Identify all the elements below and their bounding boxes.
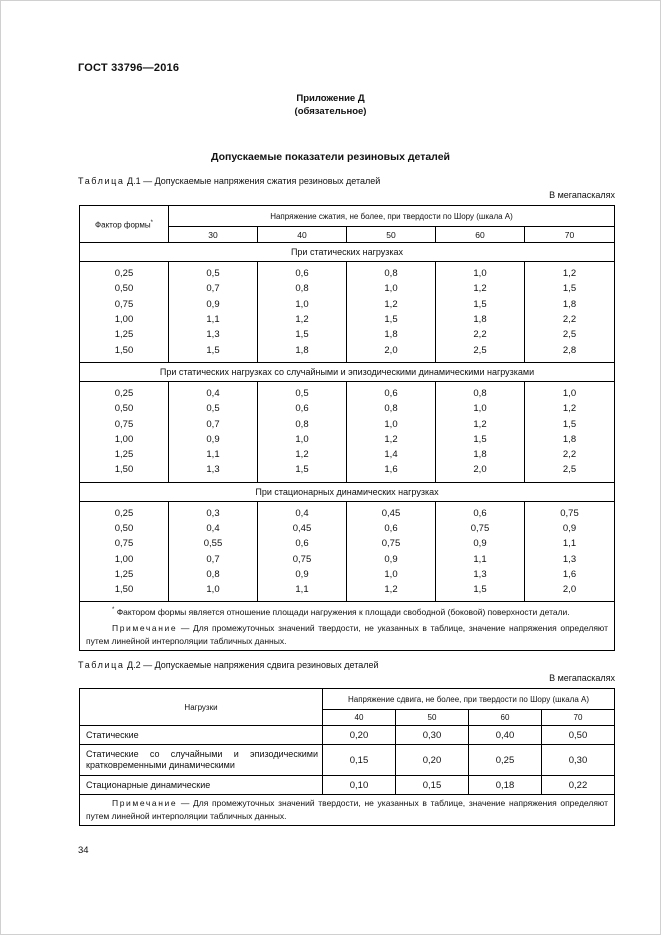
table-cell: 1,8 bbox=[436, 312, 525, 327]
table-row bbox=[80, 582, 615, 597]
appendix-title: Приложение Д bbox=[296, 93, 365, 104]
table-cell: 1,2 bbox=[436, 281, 525, 296]
shear-hardness-header: Напряжение сдвига, не более, при твердости по Шору (шкала А) bbox=[323, 689, 615, 710]
factor-value: 0,50 bbox=[80, 521, 169, 536]
table-cell: 1,8 bbox=[525, 432, 615, 447]
table-row bbox=[80, 551, 615, 566]
table-cell: 1,0 bbox=[525, 386, 615, 401]
factor-value: 1,50 bbox=[80, 462, 169, 477]
table-cell: 1,8 bbox=[347, 327, 436, 342]
main-title: Допускаемые показатели резиновых деталей bbox=[210, 151, 451, 163]
hardness-value: 70 bbox=[542, 710, 615, 726]
table-row bbox=[80, 327, 615, 342]
table-cell: 0,6 bbox=[436, 506, 525, 521]
table-cell: 0,6 bbox=[258, 536, 347, 551]
table-cell: 1,2 bbox=[525, 401, 615, 416]
table1-units: В мегапаскалях bbox=[549, 190, 615, 200]
hardness-header: Напряжение сжатия, не более, при твердости по Шору (шкала А) bbox=[169, 206, 615, 227]
table-cell: 1,3 bbox=[169, 462, 258, 477]
table-cell: 1,3 bbox=[436, 567, 525, 582]
table-cell: 0,15 bbox=[396, 776, 469, 795]
table-row bbox=[80, 342, 615, 357]
table-row bbox=[80, 726, 615, 745]
table-cell: 2,5 bbox=[436, 342, 525, 357]
table-cell: 0,8 bbox=[347, 401, 436, 416]
factor-value: 0,75 bbox=[80, 536, 169, 551]
table2-note-row bbox=[80, 795, 615, 826]
table-cell: 0,6 bbox=[347, 521, 436, 536]
table-cell: 0,22 bbox=[542, 776, 615, 795]
table-cell: 0,30 bbox=[396, 726, 469, 745]
load-label: Статические со случайными и эпизодическими кратковременными динамическими bbox=[80, 745, 323, 776]
shear-stress-table bbox=[79, 688, 615, 826]
table-cell: 1,2 bbox=[258, 447, 347, 462]
table-cell: 1,3 bbox=[525, 551, 615, 566]
table-cell: 1,5 bbox=[436, 432, 525, 447]
hardness-value: 50 bbox=[396, 710, 469, 726]
table-cell: 1,0 bbox=[436, 266, 525, 281]
factor-value: 0,75 bbox=[80, 297, 169, 312]
table1-body bbox=[80, 243, 615, 602]
table-cell: 2,5 bbox=[525, 462, 615, 477]
table-cell: 0,9 bbox=[347, 551, 436, 566]
footnote-mark: * bbox=[112, 607, 115, 614]
table-cell: 1,1 bbox=[436, 551, 525, 566]
table-cell: 0,5 bbox=[169, 401, 258, 416]
table2-note-text: — Для промежуточных значений твердости, не указанных в таблице, значение напряжения определяют путем линейной интерполяции табличных данных. bbox=[86, 798, 608, 821]
table-row bbox=[80, 297, 615, 312]
table-cell: 1,0 bbox=[347, 567, 436, 582]
table-cell: 1,0 bbox=[347, 416, 436, 431]
table-cell: 2,0 bbox=[436, 462, 525, 477]
table-cell: 1,5 bbox=[169, 342, 258, 357]
factor-value: 0,50 bbox=[80, 401, 169, 416]
table-row bbox=[80, 416, 615, 431]
section-title: При статических нагрузках со случайными и эпизодическими динамическими нагрузками bbox=[80, 362, 615, 381]
table-cell: 0,75 bbox=[347, 536, 436, 551]
factor-value: 0,75 bbox=[80, 416, 169, 431]
table-cell: 0,9 bbox=[169, 432, 258, 447]
table-cell: 2,2 bbox=[525, 447, 615, 462]
table-row bbox=[80, 432, 615, 447]
table-cell: 1,5 bbox=[525, 281, 615, 296]
hardness-value: 40 bbox=[258, 227, 347, 243]
table-row bbox=[80, 401, 615, 416]
table-cell: 0,4 bbox=[258, 506, 347, 521]
table-cell: 1,8 bbox=[436, 447, 525, 462]
table-row bbox=[80, 567, 615, 582]
table-cell: 1,5 bbox=[258, 327, 347, 342]
table-row bbox=[80, 506, 615, 521]
table1-footnote-cell bbox=[80, 602, 615, 651]
table-cell: 0,9 bbox=[525, 521, 615, 536]
table-cell: 1,2 bbox=[525, 266, 615, 281]
table1-caption-text: Д.1 — Допускаемые напряжения сжатия резиновых деталей bbox=[124, 176, 381, 186]
table-row bbox=[80, 281, 615, 296]
factor-footnote-mark: * bbox=[150, 219, 153, 226]
section-title: При статических нагрузках bbox=[80, 243, 615, 262]
table2-note-label: Примечание bbox=[112, 798, 178, 808]
table-cell: 2,0 bbox=[525, 582, 615, 597]
loads-header: Нагрузки bbox=[80, 689, 323, 726]
hardness-value: 30 bbox=[169, 227, 258, 243]
factor-value: 1,25 bbox=[80, 567, 169, 582]
footnote-text: Фактором формы является отношение площади нагружения к площади свободной (боковой) поверхности детали. bbox=[114, 607, 570, 618]
table-cell: 0,5 bbox=[169, 266, 258, 281]
table2-note bbox=[86, 797, 608, 823]
page-number: 34 bbox=[78, 845, 89, 856]
factor-value: 0,25 bbox=[80, 506, 169, 521]
table-cell: 0,7 bbox=[169, 551, 258, 566]
table1-note bbox=[86, 622, 608, 648]
factor-header-label: Фактор формы* bbox=[95, 219, 153, 230]
factor-value: 0,25 bbox=[80, 386, 169, 401]
table1-header-row bbox=[80, 206, 615, 227]
table-cell: 0,5 bbox=[258, 386, 347, 401]
table-row bbox=[80, 462, 615, 477]
table-cell: 1,1 bbox=[525, 536, 615, 551]
table-cell: 0,10 bbox=[323, 776, 396, 795]
table-row bbox=[80, 266, 615, 281]
table-cell: 1,2 bbox=[436, 416, 525, 431]
table-cell: 0,40 bbox=[469, 726, 542, 745]
document-code: ГОСТ 33796—2016 bbox=[78, 62, 180, 74]
table-cell: 0,18 bbox=[469, 776, 542, 795]
table1-caption bbox=[78, 176, 380, 186]
table-row bbox=[80, 521, 615, 536]
table-cell: 0,20 bbox=[396, 745, 469, 776]
table-cell: 1,8 bbox=[525, 297, 615, 312]
factor-value: 1,00 bbox=[80, 551, 169, 566]
table-row bbox=[80, 745, 615, 776]
factor-value: 1,00 bbox=[80, 432, 169, 447]
table2-caption-label: Таблица bbox=[78, 660, 125, 670]
hardness-value: 50 bbox=[347, 227, 436, 243]
table-cell: 0,6 bbox=[258, 266, 347, 281]
table-cell: 1,0 bbox=[436, 401, 525, 416]
table-cell: 0,9 bbox=[436, 536, 525, 551]
table-cell: 0,8 bbox=[436, 386, 525, 401]
table-cell: 1,1 bbox=[169, 312, 258, 327]
factor-value: 1,50 bbox=[80, 582, 169, 597]
table-cell: 1,0 bbox=[169, 582, 258, 597]
table-cell: 1,6 bbox=[347, 462, 436, 477]
table-row bbox=[80, 312, 615, 327]
table1-footnote bbox=[86, 604, 608, 619]
table2-header-row bbox=[80, 689, 615, 710]
table-cell: 2,2 bbox=[436, 327, 525, 342]
table-cell: 0,75 bbox=[525, 506, 615, 521]
table-cell: 0,45 bbox=[258, 521, 347, 536]
table-cell: 0,8 bbox=[169, 567, 258, 582]
table-cell: 1,0 bbox=[258, 297, 347, 312]
factor-value: 1,00 bbox=[80, 312, 169, 327]
table-cell: 1,0 bbox=[258, 432, 347, 447]
factor-value: 1,25 bbox=[80, 327, 169, 342]
table-cell: 0,75 bbox=[436, 521, 525, 536]
table-cell: 0,9 bbox=[169, 297, 258, 312]
table-cell: 2,2 bbox=[525, 312, 615, 327]
table-cell: 1,0 bbox=[347, 281, 436, 296]
table-cell: 1,8 bbox=[258, 342, 347, 357]
table2-caption bbox=[78, 660, 379, 670]
table2-caption-text: Д.2 — Допускаемые напряжения сдвига резиновых деталей bbox=[124, 660, 379, 670]
hardness-value: 60 bbox=[469, 710, 542, 726]
table2-note-cell bbox=[80, 795, 615, 826]
table-cell: 2,8 bbox=[525, 342, 615, 357]
table-cell: 0,25 bbox=[469, 745, 542, 776]
table-cell: 0,20 bbox=[323, 726, 396, 745]
table-cell: 1,5 bbox=[436, 582, 525, 597]
section-row bbox=[80, 362, 615, 381]
load-label: Статические bbox=[80, 726, 323, 745]
factor-value: 1,50 bbox=[80, 342, 169, 357]
table-cell: 0,8 bbox=[347, 266, 436, 281]
section-title: При стационарных динамических нагрузках bbox=[80, 482, 615, 501]
appendix-status: (обязательное) bbox=[294, 106, 367, 117]
table-cell: 0,30 bbox=[542, 745, 615, 776]
table-cell: 0,6 bbox=[258, 401, 347, 416]
table-cell: 1,2 bbox=[347, 582, 436, 597]
table1-note-label: Примечание bbox=[112, 623, 178, 634]
section-row bbox=[80, 243, 615, 262]
table2-units: В мегапаскалях bbox=[549, 673, 615, 683]
table-cell: 0,7 bbox=[169, 416, 258, 431]
table-cell: 1,2 bbox=[347, 297, 436, 312]
table-cell: 1,5 bbox=[347, 312, 436, 327]
table-cell: 0,45 bbox=[347, 506, 436, 521]
table1-caption-label: Таблица bbox=[78, 176, 125, 186]
appendix-heading bbox=[0, 92, 661, 118]
table-cell: 0,7 bbox=[169, 281, 258, 296]
table-cell: 0,8 bbox=[258, 281, 347, 296]
table-cell: 0,3 bbox=[169, 506, 258, 521]
table-row bbox=[80, 447, 615, 462]
table-cell: 0,8 bbox=[258, 416, 347, 431]
table-cell: 0,4 bbox=[169, 386, 258, 401]
table-row bbox=[80, 776, 615, 795]
table-cell: 0,55 bbox=[169, 536, 258, 551]
load-label: Стационарные динамические bbox=[80, 776, 323, 795]
table-cell: 0,4 bbox=[169, 521, 258, 536]
table-cell: 1,5 bbox=[258, 462, 347, 477]
table1-note-text: — Для промежуточных значений твердости, не указанных в таблице, значение напряжения определяют путем линейной интерполяции табличных данных. bbox=[86, 623, 608, 647]
table-cell: 0,6 bbox=[347, 386, 436, 401]
table1-footnote-row bbox=[80, 602, 615, 651]
factor-value: 1,25 bbox=[80, 447, 169, 462]
table-cell: 1,2 bbox=[347, 432, 436, 447]
table-cell: 2,0 bbox=[347, 342, 436, 357]
table-cell: 0,75 bbox=[258, 551, 347, 566]
table-row bbox=[80, 536, 615, 551]
table-cell: 1,5 bbox=[525, 416, 615, 431]
table-cell: 1,2 bbox=[258, 312, 347, 327]
factor-value: 0,25 bbox=[80, 266, 169, 281]
table-row bbox=[80, 386, 615, 401]
table-cell: 0,9 bbox=[258, 567, 347, 582]
table-cell: 0,15 bbox=[323, 745, 396, 776]
table-cell: 1,4 bbox=[347, 447, 436, 462]
section-row bbox=[80, 482, 615, 501]
table-cell: 1,1 bbox=[169, 447, 258, 462]
table-cell: 1,1 bbox=[258, 582, 347, 597]
hardness-value: 70 bbox=[525, 227, 615, 243]
table-cell: 0,50 bbox=[542, 726, 615, 745]
table-cell: 1,3 bbox=[169, 327, 258, 342]
table-cell: 1,5 bbox=[436, 297, 525, 312]
factor-value: 0,50 bbox=[80, 281, 169, 296]
table-cell: 1,6 bbox=[525, 567, 615, 582]
compression-stress-table bbox=[79, 205, 615, 651]
table-cell: 2,5 bbox=[525, 327, 615, 342]
hardness-value: 40 bbox=[323, 710, 396, 726]
factor-header bbox=[80, 206, 169, 243]
hardness-value: 60 bbox=[436, 227, 525, 243]
